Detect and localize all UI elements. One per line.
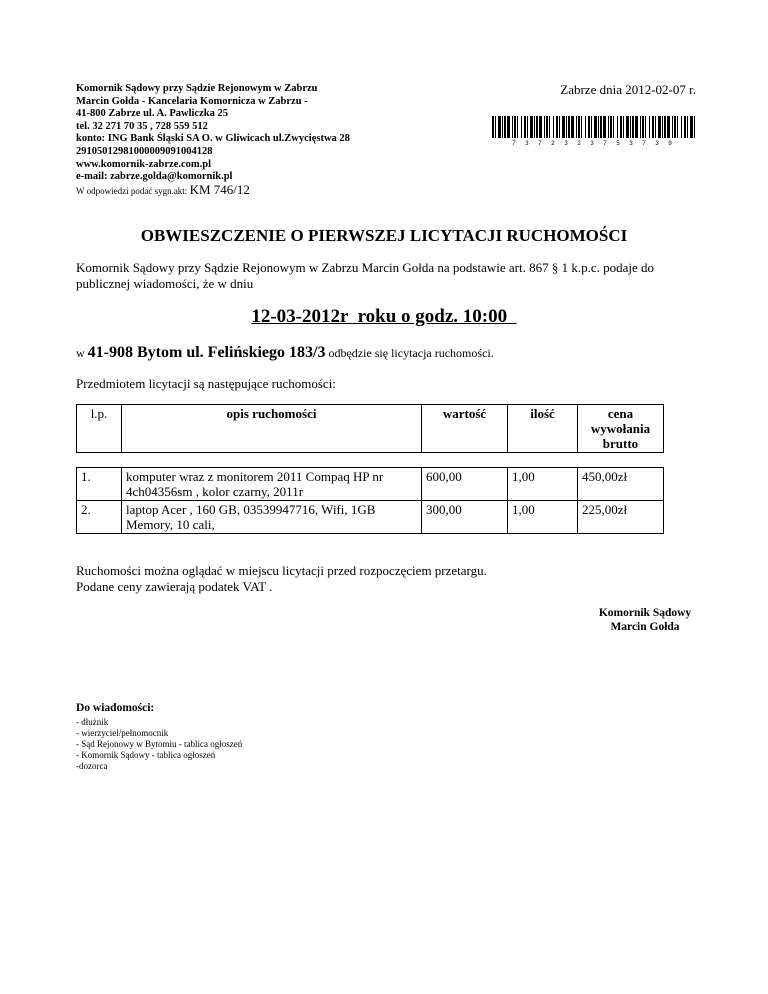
barcode-bar <box>681 116 682 138</box>
barcode-bar <box>652 116 654 138</box>
barcode-bar <box>539 116 542 138</box>
subject-line: Przedmiotem licytacji są następujące ruchomości: <box>76 376 336 391</box>
barcode-bar <box>536 116 538 138</box>
barcode <box>492 116 696 146</box>
barcode-bar <box>576 116 577 138</box>
header-line: konto: ING Bank Śląski SA O. w Gliwicach ul.Zwycięstwa 28 <box>76 133 350 145</box>
barcode-bar <box>578 116 580 138</box>
barcode-bar <box>694 116 695 138</box>
barcode-bar <box>687 116 688 138</box>
column-header-lp: l.p. <box>77 405 122 453</box>
auction-datetime <box>0 306 768 328</box>
barcode-bar <box>502 116 503 138</box>
barcode-bar <box>591 116 592 138</box>
signature-block <box>560 606 730 634</box>
reference-number: KM 746/12 <box>189 181 250 197</box>
barcode-bar <box>608 116 609 138</box>
barcode-bar <box>498 116 501 138</box>
cell-price: 225,00zł <box>578 501 664 534</box>
intro-paragraph: Komornik Sądowy przy Sądzie Rejonowym w Zabrzu Marcin Gołda na podstawie art. 867 § 1 k.p.c. podaje do publicznej wiadomości, że w dniu <box>76 260 655 291</box>
barcode-bar <box>690 116 693 138</box>
barcode-bar <box>568 116 570 138</box>
cell-quantity: 1,00 <box>508 468 578 501</box>
barcode-bar <box>514 116 516 138</box>
barcode-bar <box>581 116 582 138</box>
barcode-bar <box>566 116 567 138</box>
barcode-bar <box>534 116 535 138</box>
header-line: e-mail: zabrze.golda@komornik.pl <box>76 171 233 183</box>
table-row <box>77 501 664 534</box>
reference-line <box>76 181 396 198</box>
cell-quantity: 1,00 <box>508 501 578 534</box>
barcode-bar <box>598 116 599 138</box>
barcode-bar <box>642 116 644 138</box>
barcode-bar <box>600 116 602 138</box>
barcode-bar <box>677 116 678 138</box>
barcode-bar <box>492 116 494 138</box>
header-line: www.komornik-zabrze.com.pl <box>76 158 212 170</box>
barcode-bar <box>667 116 670 138</box>
note-line: Ruchomości można oglądać w miejscu licytacji przed rozpoczęciem przetargu. <box>76 563 487 578</box>
table-gap <box>77 453 664 468</box>
items-table <box>76 404 664 534</box>
column-header-price: cena wywołania brutto <box>578 405 664 453</box>
cell-value: 300,00 <box>422 501 508 534</box>
cell-lp: 2. <box>77 501 122 534</box>
document-date: Zabrze dnia 2012-02-07 r. <box>560 82 696 97</box>
barcode-bar <box>613 116 614 138</box>
signature-title: Komornik Sądowy <box>598 607 692 619</box>
barcode-bar <box>662 116 663 138</box>
barcode-bar <box>546 116 548 138</box>
document-title: OBWIESZCZENIE O PIERWSZEJ LICYTACJI RUCHOMOŚCI <box>140 226 628 245</box>
barcode-bar <box>645 116 646 138</box>
table-header-row <box>77 405 664 453</box>
barcode-bar <box>530 116 533 138</box>
barcode-bar <box>635 116 638 138</box>
column-header-description: opis ruchomości <box>122 405 422 453</box>
cell-description: laptop Acer , 160 GB, 03539947716, Wifi, 1GB Memory, 10 cali, <box>122 501 422 534</box>
table-row <box>77 468 664 501</box>
barcode-bar <box>674 116 676 138</box>
barcode-bar <box>588 116 590 138</box>
list-item: - Komornik Sądowy - tablica ogłoszeń <box>76 750 216 760</box>
barcode-bar <box>524 116 526 138</box>
header-line: tel. 32 271 70 35 , 728 559 512 <box>76 120 208 132</box>
barcode-bar <box>620 116 622 138</box>
cell-price: 450,00zł <box>578 468 664 501</box>
cell-lp: 1. <box>77 468 122 501</box>
auction-place <box>76 344 494 362</box>
barcode-bar <box>495 116 496 138</box>
column-header-value: wartość <box>422 405 508 453</box>
reference-label: W odpowiedzi podać sygn.akt: <box>76 185 188 196</box>
barcode-bar <box>517 116 518 138</box>
barcode-bar <box>655 116 656 138</box>
sender-header <box>76 83 396 197</box>
notes <box>76 563 487 594</box>
signature-name: Marcin Gołda <box>610 621 680 633</box>
cell-description: komputer wraz z monitorem 2011 Compaq HP nr 4ch04356sm , kolor czarny, 2011r <box>122 468 422 501</box>
barcode-bar <box>559 116 560 138</box>
header-line: 29105012981000009091004128 <box>76 145 213 157</box>
barcode-bar <box>507 116 510 138</box>
cc-title: Do wiadomości: <box>76 702 155 714</box>
barcode-bar <box>640 116 641 138</box>
header-line: 41-800 Zabrze ul. A. Pawliczka 25 <box>76 108 228 120</box>
barcode-bar <box>556 116 558 138</box>
barcode-bar <box>664 116 666 138</box>
column-header-quantity: ilość <box>508 405 578 453</box>
barcode-digits: 7 3 7 2 3 2 3 7 5 3 7 3 9 <box>512 141 676 146</box>
barcode-bar <box>658 116 661 138</box>
cell-value: 600,00 <box>422 468 508 501</box>
barcode-bar <box>594 116 597 138</box>
barcode-bar <box>617 116 618 138</box>
place-address: 41-908 Bytom ul. Felińskiego 183/3 <box>87 344 326 361</box>
place-prefix: w <box>76 346 85 360</box>
barcode-bar <box>527 116 528 138</box>
auction-datetime-text: 12-03-2012r roku o godz. 10:00 <box>251 306 517 327</box>
list-item: - wierzyciel/pełnomocnik <box>76 728 169 738</box>
list-item: - dłużnik <box>76 717 109 727</box>
barcode-bar <box>610 116 612 138</box>
barcode-bar <box>649 116 650 138</box>
place-suffix: odbędzie się licytacja ruchomości. <box>328 346 494 360</box>
barcode-bar <box>553 116 554 138</box>
barcode-bar <box>672 116 673 138</box>
barcode-bar <box>521 116 522 138</box>
cc-list <box>76 717 242 772</box>
list-item: - Sąd Rejonowy w Bytomiu - tablica ogłoszeń <box>76 739 243 749</box>
note-line: Podane ceny zawierają podatek VAT . <box>76 578 273 594</box>
list-item: -dozorca <box>76 761 108 771</box>
barcode-bar <box>630 116 631 138</box>
barcode-bar <box>544 116 545 138</box>
barcode-bar <box>623 116 624 138</box>
barcode-bar <box>571 116 574 138</box>
barcode-bar <box>632 116 634 138</box>
barcode-bar <box>626 116 629 138</box>
barcode-bar <box>562 116 565 138</box>
barcode-bar <box>603 116 606 138</box>
header-line: Komornik Sądowy przy Sądzie Rejonowym w Zabrzu <box>76 83 318 94</box>
barcode-bar <box>549 116 550 138</box>
barcode-bar <box>504 116 506 138</box>
barcode-bar <box>585 116 586 138</box>
header-line: Marcin Gołda - Kancelaria Komornicza w Zabrzu - <box>76 95 308 107</box>
barcode-bar <box>512 116 513 138</box>
barcode-bar <box>684 116 686 138</box>
